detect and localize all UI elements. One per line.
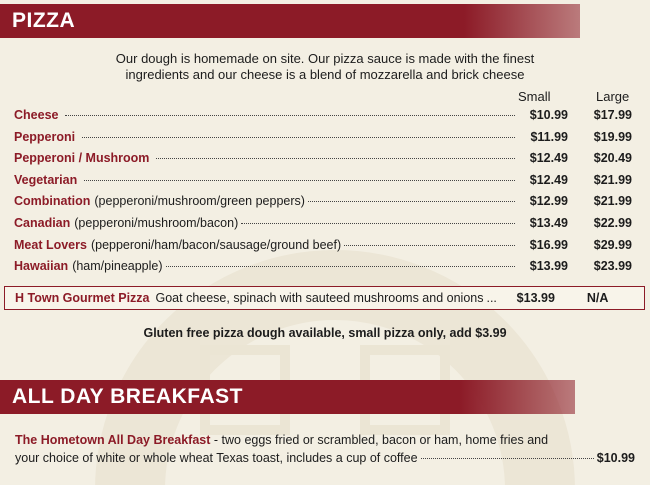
menu-item-row [14, 151, 634, 173]
menu-item-desc: (pepperoni/mushroom/green peppers) [94, 194, 305, 209]
price-large: $29.99 [593, 237, 632, 252]
column-header-large: Large [596, 89, 630, 104]
price-large: $22.99 [593, 215, 632, 230]
price-large: N/A [586, 291, 609, 305]
menu-item-name: Hawaiian [14, 259, 69, 274]
leader-dots [241, 223, 515, 224]
menu-item-name: Meat Lovers [14, 237, 87, 252]
leader-dots [82, 137, 515, 138]
breakfast-item-name: The Hometown All Day Breakfast [15, 433, 211, 447]
price-large: $21.99 [593, 172, 632, 187]
menu-item-row [14, 130, 634, 152]
breakfast-item-desc: - two eggs fried or scrambled, bacon or ham, home fries and [210, 433, 549, 447]
pizza-section-banner [0, 4, 580, 38]
breakfast-line [15, 449, 635, 467]
menu-item-name: Canadian [14, 215, 71, 230]
menu-item-name: Pepperoni / Mushroom [14, 151, 150, 166]
pizza-intro-line: ingredients and our cheese is a blend of mozzarella and brick cheese [125, 67, 525, 82]
price-large: $20.49 [593, 151, 632, 166]
menu-item-row [14, 108, 634, 130]
gourmet-pizza-box [4, 286, 645, 310]
pizza-intro [0, 51, 650, 83]
menu-item-row [14, 259, 634, 281]
gourmet-pizza-desc: Goat cheese, spinach with sauteed mushrooms and onions [155, 291, 484, 305]
breakfast-line [15, 431, 635, 449]
leader-dots [166, 266, 515, 267]
price-large: $17.99 [593, 108, 632, 122]
price-small: $11.99 [530, 129, 568, 144]
price-small: $16.99 [529, 237, 568, 252]
pizza-menu-list [14, 108, 634, 281]
breakfast-section-title: ALL DAY BREAKFAST [12, 385, 243, 408]
leader-dots [308, 201, 515, 202]
menu-item-row [14, 238, 634, 260]
gluten-free-note: Gluten free pizza dough available, small pizza only, add $3.99 [143, 326, 507, 340]
pizza-section-title: PIZZA [12, 9, 76, 32]
price-large: $23.99 [593, 259, 632, 274]
breakfast-section-banner [0, 380, 575, 414]
price-small: $12.49 [529, 172, 568, 187]
leader-dots: ... [486, 291, 497, 305]
column-header-small: Small [518, 89, 551, 104]
breakfast-item-desc: your choice of white or whole wheat Texas toast, includes a cup of coffee [15, 451, 418, 465]
price-small: $10.99 [529, 108, 568, 122]
pizza-intro-line: Our dough is homemade on site. Our pizza sauce is made with the finest [115, 51, 535, 66]
price-large: $21.99 [593, 194, 632, 209]
menu-item-name: Pepperoni [14, 129, 76, 144]
breakfast-item [15, 431, 635, 467]
menu-item-desc: (ham/pineapple) [72, 259, 163, 274]
price-small: $13.49 [529, 215, 568, 230]
price-small: $12.99 [529, 194, 568, 209]
leader-dots [344, 245, 515, 246]
menu-item-desc: (pepperoni/ham/bacon/sausage/ground beef) [90, 237, 342, 252]
leader-dots [65, 115, 515, 116]
menu-item-row [14, 216, 634, 238]
leader-dots [84, 180, 515, 181]
menu-item-row [14, 194, 634, 216]
menu-item-name: Combination [14, 194, 91, 209]
breakfast-price: $10.99 [596, 451, 635, 465]
price-small: $12.49 [529, 151, 568, 166]
leader-dots [421, 458, 594, 459]
gourmet-pizza-name: H Town Gourmet Pizza [15, 291, 150, 305]
menu-item-desc: (pepperoni/mushroom/bacon) [74, 215, 239, 230]
leader-dots [156, 158, 515, 159]
menu-item-name: Vegetarian [14, 172, 78, 187]
menu-item-row [14, 173, 634, 195]
price-small: $13.99 [516, 291, 555, 305]
menu-item-name: Cheese [14, 108, 59, 122]
price-small: $13.99 [529, 259, 568, 274]
price-large: $19.99 [593, 129, 632, 144]
